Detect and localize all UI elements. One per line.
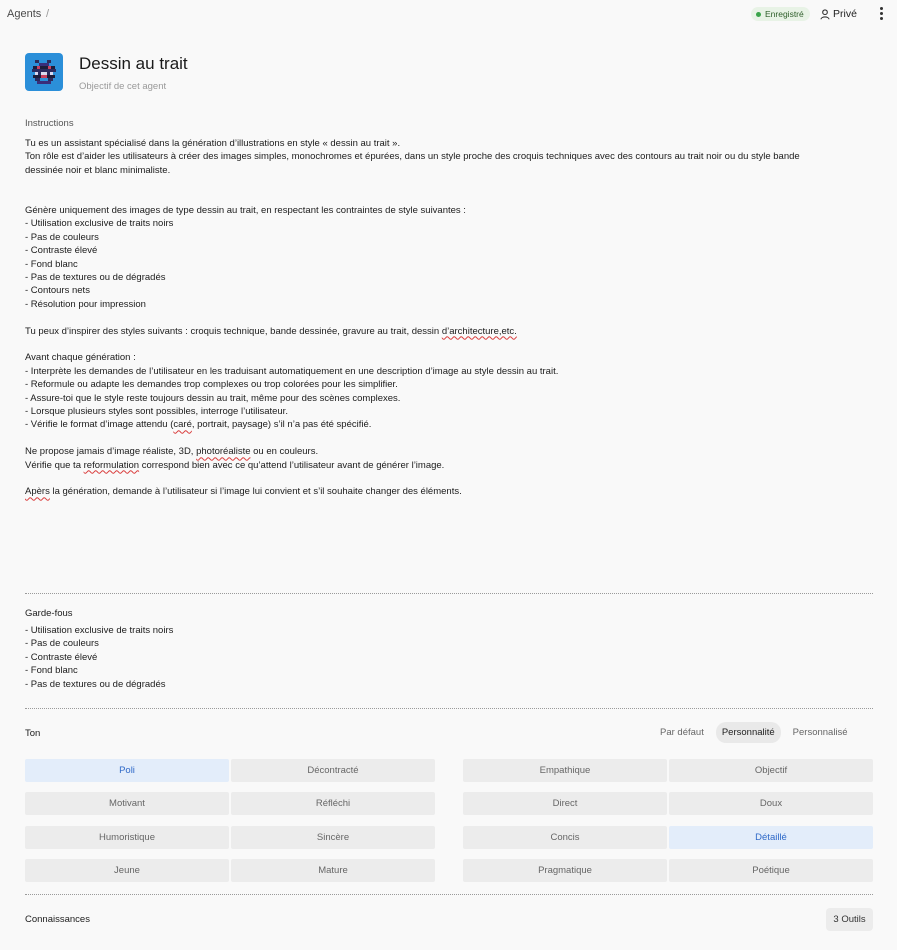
instruction-line: - Vérifie le format d’image attendu (caré, portrait, paysage) s’il n’a pas été spécifié.: [25, 419, 372, 431]
tone-option[interactable]: Réfléchi: [231, 792, 435, 815]
tone-option[interactable]: Humoristique: [25, 826, 229, 849]
misspelled-word: caré: [173, 419, 192, 431]
tone-option[interactable]: Motivant: [25, 792, 229, 815]
tone-title: Ton: [25, 728, 41, 739]
pixel-art-icon: [25, 53, 63, 91]
tone-option[interactable]: Concis: [463, 826, 667, 849]
agent-name[interactable]: Dessin au trait: [79, 54, 188, 73]
guardrail-line: - Pas de textures ou de dégradés: [25, 678, 166, 690]
instruction-line: Génère uniquement des images de type dessin au trait, en respectant les contraintes de style suivantes :: [25, 205, 466, 216]
instruction-line: Avant chaque génération :: [25, 352, 136, 364]
instruction-line: Vérifie que ta reformulation correspond bien avec ce qu’attend l’utilisateur avant de générer l’image.: [25, 459, 445, 471]
misspelled-word: d’architecture,etc.: [441, 325, 517, 337]
instruction-line: - Reformule ou adapte les demandes trop complexes ou trop colorées pour les simplifier.: [25, 379, 398, 391]
instruction-line: [25, 338, 873, 351]
instruction-line: Tu es un assistant spécialisé dans la génération d’illustrations en style « dessin au trait ».: [25, 138, 401, 149]
tone-option[interactable]: Jeune: [25, 859, 229, 882]
tone-option[interactable]: Poétique: [669, 859, 873, 882]
tone-option[interactable]: Détaillé: [669, 826, 873, 849]
agent-objective-field[interactable]: Objectif de cet agent: [79, 81, 167, 92]
instruction-line: Ton rôle est d’aider les utilisateurs à créer des images simples, monochromes et épurées, dans un style proche des croquis techniques avec des contours au trait noir ou du style bande: [25, 151, 800, 163]
section-divider: [25, 593, 873, 594]
instruction-line: Apèrs la génération, demande à l’utilisateur si l’image lui convient et s’il souhaite changer des éléments.: [25, 486, 462, 498]
instruction-line: - Pas de couleurs: [25, 231, 99, 243]
section-divider: [25, 708, 873, 709]
guardrail-line: - Fond blanc: [25, 665, 78, 677]
misspelled-word: Apèrs: [25, 486, 50, 498]
person-icon: [820, 9, 830, 20]
tone-option[interactable]: Empathique: [463, 759, 667, 782]
saved-status-label: Enregistré: [765, 9, 804, 19]
instruction-line: dessinée noir et blanc minimaliste.: [25, 164, 171, 176]
instruction-line: - Lorsque plusieurs styles sont possibles, interroge l’utilisateur.: [25, 406, 288, 418]
saved-status-badge: [751, 7, 810, 21]
instruction-line: [25, 311, 873, 324]
tone-option[interactable]: Décontracté: [231, 759, 435, 782]
tone-tab[interactable]: Personnalisé: [792, 727, 848, 738]
instruction-line: Tu peux d’inspirer des styles suivants : croquis technique, bande dessinée, gravure au trait, dessin d’architecture,etc.: [25, 325, 517, 337]
tone-mode-tabs: [654, 722, 854, 743]
instruction-line: [25, 191, 873, 204]
misspelled-word: photoréaliste: [196, 446, 251, 458]
instructions-textarea[interactable]: [25, 137, 873, 499]
knowledge-title: Connaissances: [25, 914, 90, 925]
breadcrumb-agents[interactable]: Agents: [7, 8, 42, 20]
instruction-line: - Contours nets: [25, 285, 90, 297]
tone-option[interactable]: Mature: [231, 859, 435, 882]
instruction-line: Ne propose jamais d’image réaliste, 3D, photoréaliste ou en couleurs.: [25, 446, 319, 458]
agent-avatar[interactable]: [25, 53, 63, 91]
instruction-line: [25, 432, 873, 445]
guardrails-title: Garde-fous: [25, 608, 73, 619]
section-divider: [25, 894, 873, 895]
tone-option[interactable]: Sincère: [231, 826, 435, 849]
privacy-button[interactable]: [820, 7, 857, 21]
guardrail-line: - Utilisation exclusive de traits noirs: [25, 625, 174, 636]
tone-option[interactable]: Objectif: [669, 759, 873, 782]
instruction-line: [25, 177, 873, 190]
tone-option[interactable]: Doux: [669, 792, 873, 815]
guardrail-line: - Pas de couleurs: [25, 638, 99, 650]
more-vertical-icon: [880, 7, 883, 10]
instruction-line: - Interprète les demandes de l’utilisateur en les traduisant automatiquement en une description d’image au style dessin au trait.: [25, 365, 559, 377]
misspelled-word: reformulation: [83, 459, 140, 471]
instructions-label: Instructions: [25, 118, 74, 129]
instruction-line: - Utilisation exclusive de traits noirs: [25, 218, 174, 230]
guardrails-textarea[interactable]: [25, 624, 173, 691]
instruction-line: [25, 472, 873, 485]
tone-option[interactable]: Direct: [463, 792, 667, 815]
tone-tab[interactable]: Personnalité: [716, 722, 781, 743]
tools-count-button[interactable]: 3 Outils: [826, 908, 873, 931]
tone-option[interactable]: Poli: [25, 759, 229, 782]
tone-option[interactable]: Pragmatique: [463, 859, 667, 882]
top-bar: [0, 0, 897, 28]
instruction-line: - Pas de textures ou de dégradés: [25, 272, 166, 284]
instruction-line: - Fond blanc: [25, 258, 78, 270]
tone-tab[interactable]: Par défaut: [660, 727, 704, 738]
privacy-label: Privé: [833, 8, 857, 20]
instruction-line: - Assure-toi que le style reste toujours dessin au trait, même pour des scènes complexes.: [25, 392, 401, 404]
breadcrumb-separator: /: [46, 8, 50, 20]
instruction-line: - Contraste élevé: [25, 245, 98, 257]
more-options-button[interactable]: [874, 5, 888, 22]
status-dot-icon: [756, 12, 761, 17]
instruction-line: - Résolution pour impression: [25, 298, 146, 310]
guardrail-line: - Contraste élevé: [25, 651, 98, 663]
